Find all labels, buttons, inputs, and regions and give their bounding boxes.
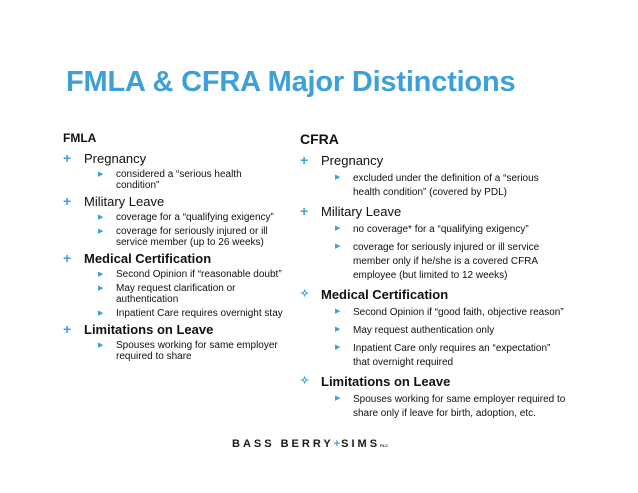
list-item: ▶ coverage for seriously injured or ill service member (up to 26 weeks) (98, 226, 268, 248)
list-item: ▶ excluded under the definition of a “serious health condition” (covered by PDL) (335, 173, 539, 198)
list-item: ▶ Spouses working for same employer required to share (98, 340, 278, 362)
list-item: ▶ Second Opinion if “reasonable doubt” (98, 269, 282, 280)
fmla-item-limitations (63, 322, 283, 362)
cfra-item-label: Medical Certification (321, 287, 449, 302)
fmla-item-label: Pregnancy (84, 151, 147, 166)
list-item: ▶ no coverage* for a “qualifying exigency” (335, 224, 529, 235)
fmla-item-label: Medical Certification (84, 251, 212, 266)
list-item: ▶ considered a “serious health condition” (98, 169, 242, 191)
triangle-bullet-icon: ▶ (335, 395, 341, 402)
triangle-bullet-icon: ▶ (335, 308, 341, 315)
triangle-bullet-icon: ▶ (98, 171, 104, 178)
list-item: ▶ Second Opinion if “good faith, objective reason” (335, 307, 564, 318)
triangle-bullet-icon: ▶ (335, 326, 341, 333)
list-item: ▶ coverage for seriously injured or ill service member only if he/she is a covered CFRA employee (but limited to 12 weeks) (335, 242, 540, 281)
plus-bullet-icon: + (63, 250, 72, 266)
triangle-bullet-icon: ▶ (98, 342, 104, 349)
triangle-bullet-icon: ▶ (335, 174, 341, 181)
plus-bullet-icon: + (300, 152, 309, 168)
triangle-bullet-icon: ▶ (98, 285, 104, 292)
plus-bullet-icon: + (63, 193, 72, 209)
fmla-heading: FMLA (63, 131, 97, 145)
slide-title: FMLA & CFRA Major Distinctions (66, 66, 516, 98)
plus-bullet-icon: + (63, 150, 72, 166)
cfra-item-label: Military Leave (321, 204, 402, 219)
cfra-column (300, 131, 568, 425)
list-item: ▶ coverage for a “qualifying exigency” (98, 212, 274, 223)
triangle-bullet-icon: ▶ (335, 243, 341, 250)
fmla-item-medical-certification (63, 251, 283, 319)
list-item: ▶ May request clarification or authentication (98, 283, 236, 305)
cfra-item-label: Limitations on Leave (321, 374, 451, 389)
sparkle-bullet-icon: ✧ (300, 288, 310, 300)
list-item: ▶ Inpatient Care requires overnight stay (98, 308, 283, 319)
cfra-item-medical-certification (300, 287, 568, 370)
plus-logo-icon: + (333, 438, 342, 450)
list-item: ▶ Inpatient Care only requires an “expectation” that overnight required (335, 343, 551, 368)
fmla-item-label: Military Leave (84, 194, 165, 209)
triangle-bullet-icon: ▶ (98, 228, 104, 235)
triangle-bullet-icon: ▶ (335, 225, 341, 232)
triangle-bullet-icon: ▶ (335, 344, 341, 351)
cfra-item-military-leave (300, 204, 568, 283)
cfra-item-limitations (300, 374, 568, 421)
cfra-item-pregnancy (300, 153, 568, 200)
triangle-bullet-icon: ▶ (98, 310, 104, 317)
plus-bullet-icon: + (63, 321, 72, 337)
list-item: ▶ Spouses working for same employer required to share only if leave for birth, adoption, etc. (335, 394, 566, 419)
company-logo: BASS BERRY+SIMSPLC (232, 438, 389, 450)
cfra-item-label: Pregnancy (321, 153, 384, 168)
cfra-heading: CFRA (300, 131, 339, 147)
fmla-item-label: Limitations on Leave (84, 322, 214, 337)
list-item: ▶ May request authentication only (335, 325, 495, 336)
triangle-bullet-icon: ▶ (98, 271, 104, 278)
sparkle-bullet-icon: ✧ (300, 375, 310, 387)
fmla-item-military-leave (63, 194, 283, 248)
plus-bullet-icon: + (300, 203, 309, 219)
triangle-bullet-icon: ▶ (98, 214, 104, 221)
fmla-item-pregnancy (63, 151, 283, 191)
fmla-column (63, 131, 283, 365)
